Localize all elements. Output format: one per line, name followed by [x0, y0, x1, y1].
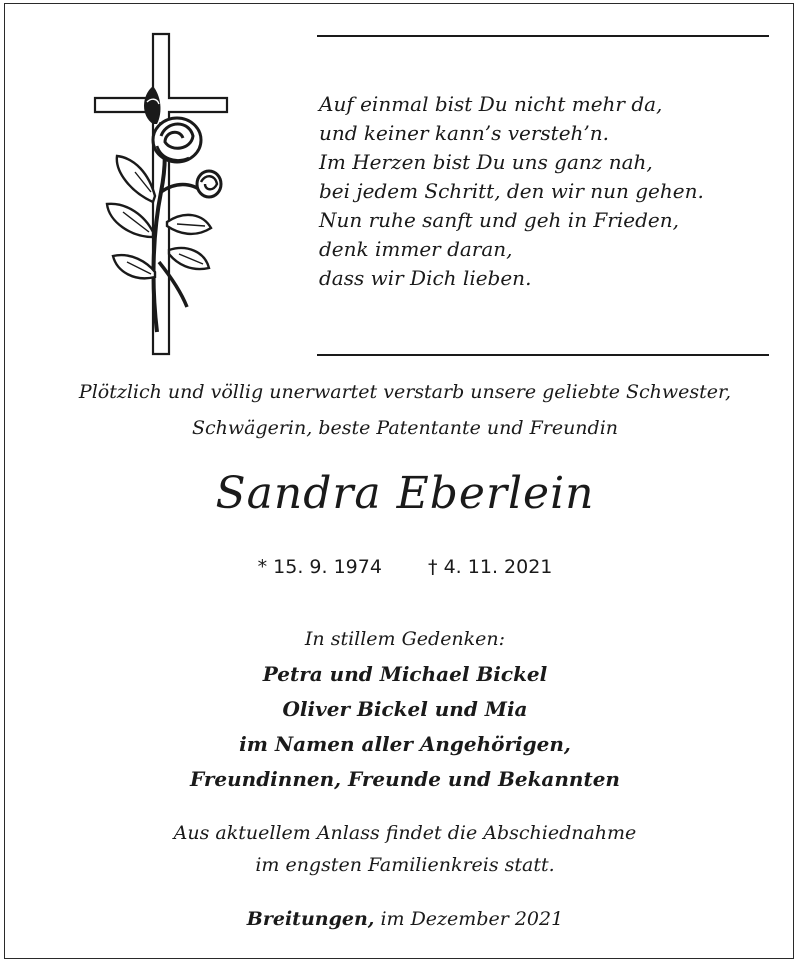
poem-line: denk immer daran, [319, 237, 513, 261]
birth-date: 15. 9. 1974 [273, 556, 382, 578]
poem-line: dass wir Dich lieben. [319, 266, 532, 290]
intro-text [25, 374, 785, 446]
place-month: im Dezember 2021 [380, 908, 564, 930]
birth-symbol: * [257, 556, 268, 578]
intro-line: Schwägerin, beste Patentante und Freundin [191, 417, 619, 439]
notice-line: im engsten Familienkreis statt. [255, 854, 555, 876]
poem-line: Im Herzen bist Du uns ganz nah, [319, 150, 653, 174]
divider-bottom [317, 354, 769, 356]
poem [319, 90, 779, 293]
farewell-notice [5, 817, 800, 881]
mourners [5, 622, 800, 797]
death-date: 4. 11. 2021 [443, 556, 553, 578]
death-symbol: † [428, 556, 438, 578]
intro-line: Plötzlich und völlig unerwartet verstarb unsere geliebte Schwester, [78, 381, 732, 403]
mourner-line: Petra und Michael Bickel [262, 662, 548, 686]
notice-line: Aus aktuellem Anlass findet die Abschiednahme [173, 822, 637, 844]
poem-line: und keiner kann’s versteh’n. [319, 121, 609, 145]
life-dates [5, 552, 800, 582]
mourner-line: im Namen aller Angehörigen, [239, 732, 571, 756]
deceased-name: Sandra Eberlein [215, 468, 595, 519]
place-date [5, 903, 800, 935]
divider-top [317, 35, 769, 37]
mourner-line: Oliver Bickel und Mia [282, 697, 528, 721]
poem-line: Nun ruhe sanft und geh in Frieden, [319, 208, 679, 232]
poem-line: bei jedem Schritt, den wir nun gehen. [319, 179, 704, 203]
mourner-line: Freundinnen, Freunde und Bekannten [190, 767, 620, 791]
cross-with-roses-icon [91, 32, 241, 362]
poem-line: Auf einmal bist Du nicht mehr da, [319, 92, 663, 116]
mourners-heading: In stillem Gedenken: [304, 628, 506, 650]
obituary-frame [4, 3, 794, 959]
place-location: Breitungen, [246, 908, 375, 930]
